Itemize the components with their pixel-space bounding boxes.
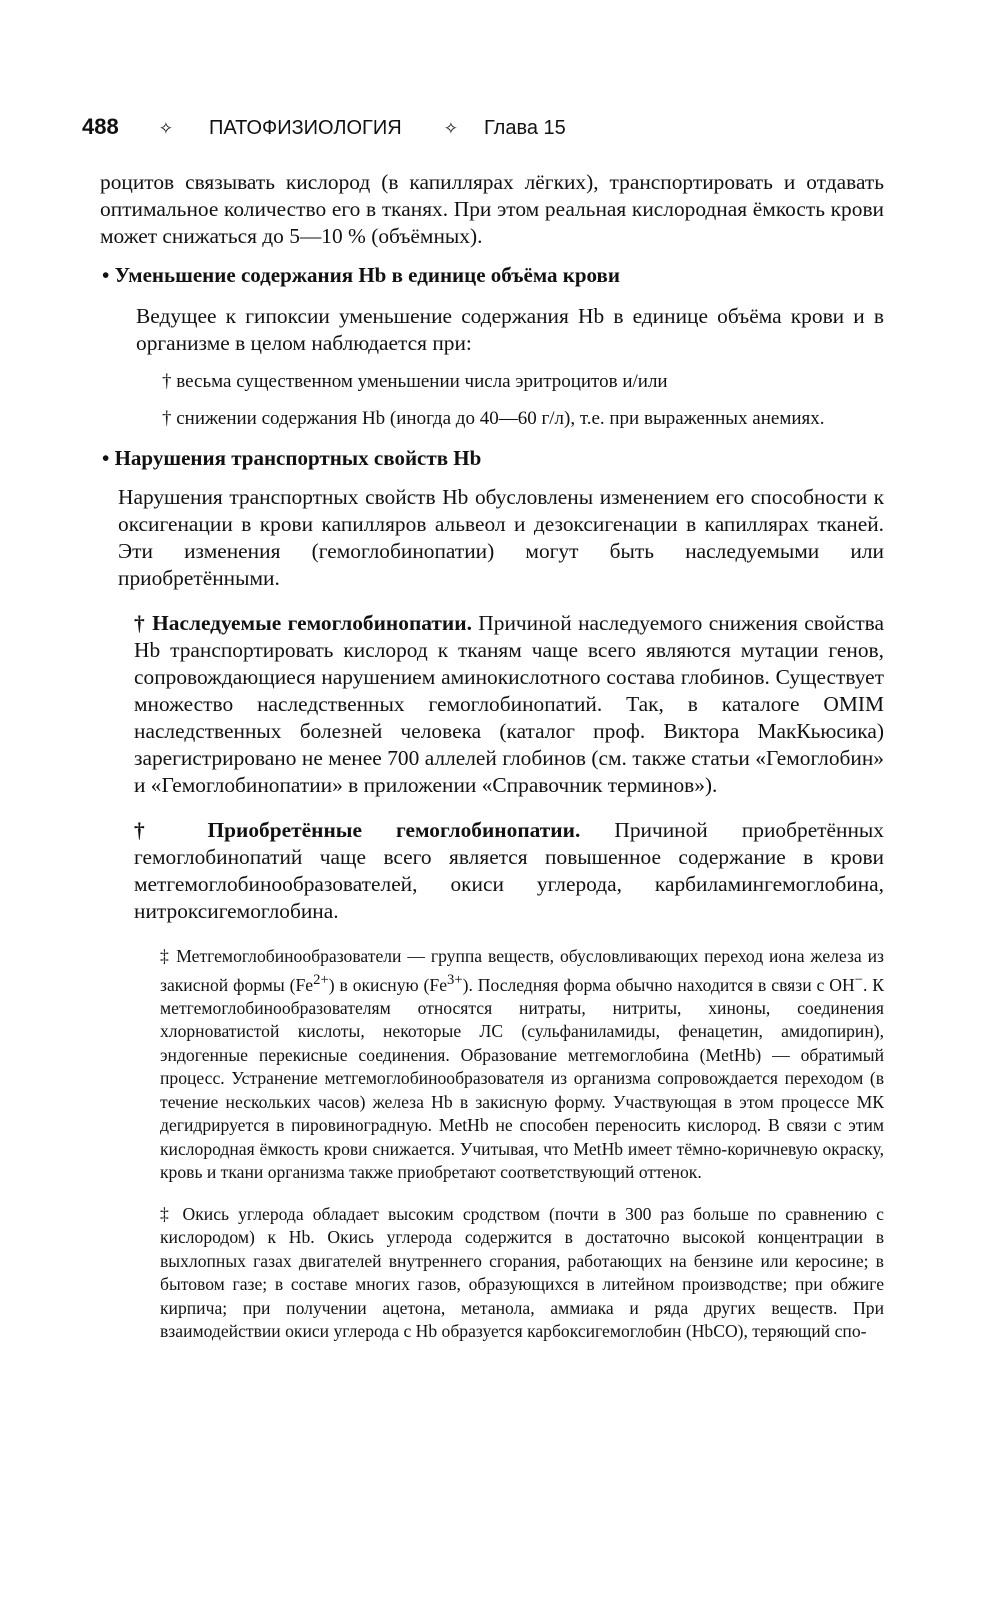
section2-paragraph: Нарушения транспортных свойств Hb обусловлены изменением его способности к оксигенации в крови капилляров альвеол и дезоксигенации в капиллярах тканей. Эти изменения (гемоглобинопатии) могут быть наследуемыми или приобретёнными. [118, 485, 884, 590]
section-heading-hb-decrease: • Уменьшение содержания Hb в единице объёма крови [102, 263, 620, 287]
methb-text-c: ). Последняя форма обычно находится в связи с OH [462, 974, 855, 995]
superscript: 3+ [447, 971, 463, 988]
hereditary-text: Причиной наследуемого снижения свойства Hb транспортировать кислород к тканям чаще всего являются мутации генов, сопровождающиеся нарушением аминокислотного состава глобинов. Существует множество наследственных гемоглобинопатий. Так, в каталоге OMIM наследственных болезней человека (каталог проф. Виктора МакКьюсика) зарегистрировано не менее 700 аллелей глобинов (см. также статьи «Гемоглобин» и «Гемоглобинопатии» в приложении «Справочник терминов»). [134, 611, 884, 797]
acquired-paragraph [134, 817, 884, 925]
superscript: 2+ [313, 971, 329, 988]
book-title: ПАТОФИЗИОЛОГИЯ [208, 117, 402, 139]
co-paragraph: ‡ Окись углерода обладает высоким сродством (почти в 300 раз больше по сравнению с кислородом) к Hb. Окись углерода содержится в достаточно высокой концентрации в выхлопных газах двигателей внутреннего сгорания, работающих на бензине или керосине; в бытовом газе; в составе многих газов, образующихся в литейном производстве; при обжиге кирпича; при получении ацетона, метанола, аммиака и ряда других веществ. При взаимодействии окиси углерода с Hb образуется карбоксигемоглобин (HbCO), теряющий спо- [160, 1203, 884, 1342]
methb-text-b: ) в окисную (Fe [328, 974, 447, 995]
diamond-icon: ✧ [443, 119, 458, 138]
methb-paragraph [160, 945, 884, 1185]
chapter-label: Глава 15 [483, 117, 566, 139]
list-item: † весьма существенном уменьшении числа эритроцитов и/или [162, 371, 668, 392]
page-number: 488 [82, 114, 119, 139]
superscript: − [854, 971, 863, 988]
section-heading-transport: • Нарушения транспортных свойств Hb [102, 446, 482, 470]
methb-text-a: ‡ Метгемоглобинообразователи — группа веществ, обусловливающих переход иона железа из закисной формы (Fe [160, 946, 884, 995]
methb-text-d: . К метгемоглобинообразователям относятся нитраты, нитриты, хиноны, соединения хлорноватистой кислоты, некоторые ЛС (сульфаниламиды, фенацетин, амидопирин), эндогенные перекисные соединения. Образование метгемоглобина (MetHb) — обратимый процесс. Устранение метгемоглобинообразователя из организма сопровождается переходом (в течение нескольких часов) железа Hb в закисную форму. Участвующая в этом процессе МК дегидрируется в пировиноградную. MetHb не способен переносить кислород. В связи с этим кислородная ёмкость крови снижается. Учитывая, что MetHb имеет тёмно-коричневую окраску, кровь и ткани организма также приобретают соответствующий оттенок. [160, 974, 884, 1183]
hereditary-paragraph [134, 610, 884, 799]
running-header [82, 114, 884, 150]
hereditary-lead: † Наследуемые гемоглобинопатии. [134, 611, 472, 635]
intro-paragraph: роцитов связывать кислород (в капиллярах лёгких), транспортировать и отдавать оптимальное количество его в тканях. При этом реальная кислородная ёмкость крови может снижаться до 5—10 % (объёмных). [100, 170, 884, 248]
acquired-text: Причиной приобретённых гемоглобинопатий чаще всего является повышенное содержание в крови метгемоглобинообразователей, окиси углерода, карбиламингемоглобина, нитроксигемоглобина. [134, 818, 884, 923]
diamond-icon: ✧ [158, 119, 173, 138]
section1-paragraph: Ведущее к гипоксии уменьшение содержания Hb в единице объёма крови и в организме в целом наблюдается при: [136, 304, 884, 355]
book-page [82, 114, 884, 1344]
acquired-lead: † Приобретённые гемоглобинопатии. [134, 818, 581, 842]
list-item: † снижении содержания Hb (иногда до 40—60 г/л), т.е. при выраженных анемиях. [162, 408, 825, 429]
